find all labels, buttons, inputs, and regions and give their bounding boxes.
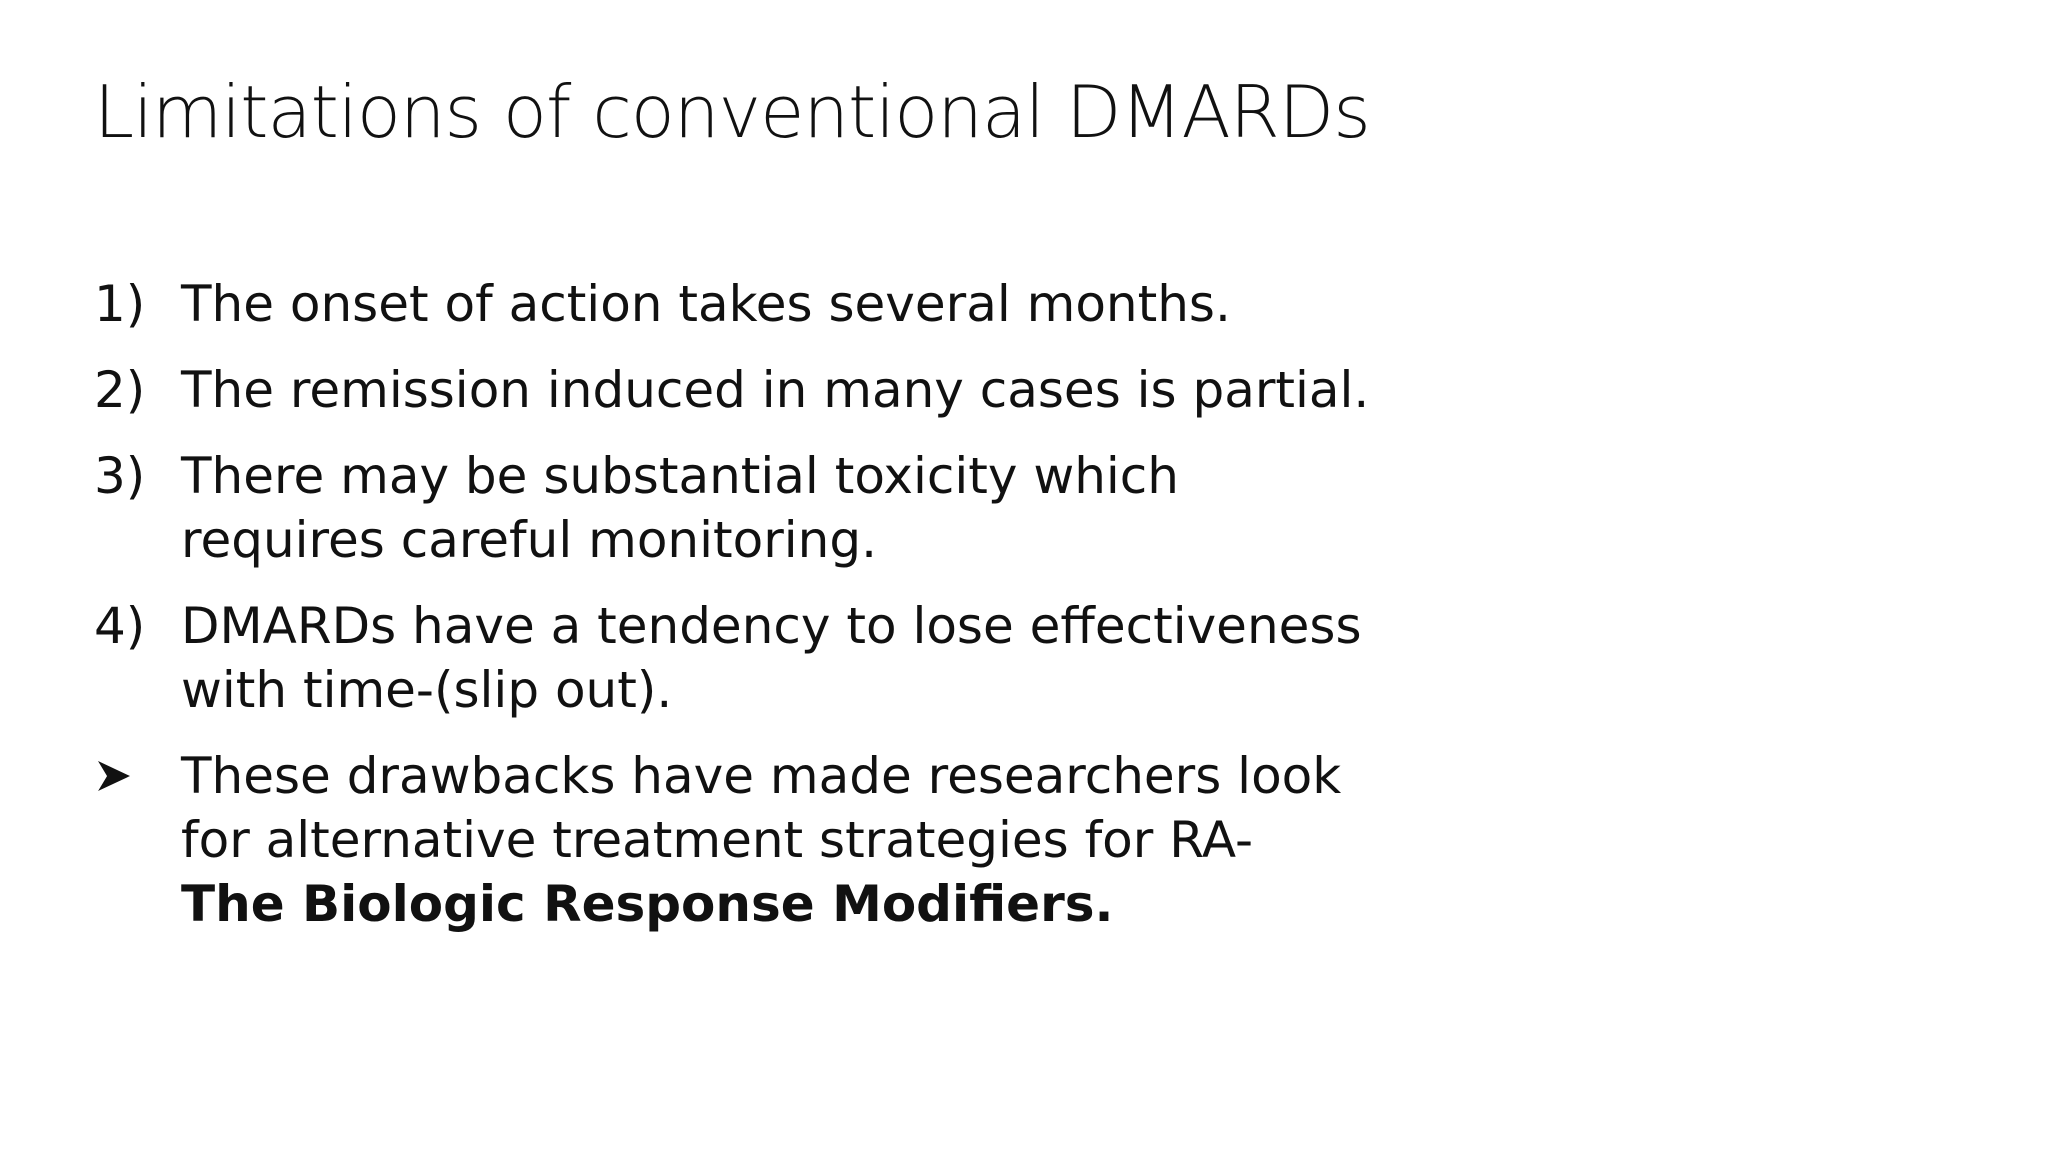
item-text-line: requires careful monitoring. [181,511,877,569]
item-number: 2) [94,361,146,419]
conclusion-text-line: These drawbacks have made researchers look [181,747,1342,805]
list-item [94,444,1354,572]
item-text-line: The onset of action takes several months. [181,275,1231,333]
item-text-line: DMARDs have a tendency to lose effectiveness [181,597,1362,655]
item-number: 3) [94,447,146,505]
item-number: 4) [94,597,146,655]
conclusion-item [94,744,1354,936]
item-number: 1) [94,275,146,333]
item-text-line: with time-(slip out). [181,661,673,719]
item-text-line: The remission induced in many cases is partial. [181,361,1370,419]
slide-title: Limitations of conventional DMARDs [94,70,1370,154]
limitations-list [94,272,1370,958]
list-item [94,358,1370,422]
arrow-bullet-icon [94,756,134,796]
list-item [94,272,1354,336]
biologic-response-modifiers-text: The Biologic Response Modifiers. [181,875,1114,933]
list-item [94,594,1362,722]
item-text-line: There may be substantial toxicity which [181,447,1179,505]
conclusion-text-line: for alternative treatment strategies for RA- [181,811,1254,869]
